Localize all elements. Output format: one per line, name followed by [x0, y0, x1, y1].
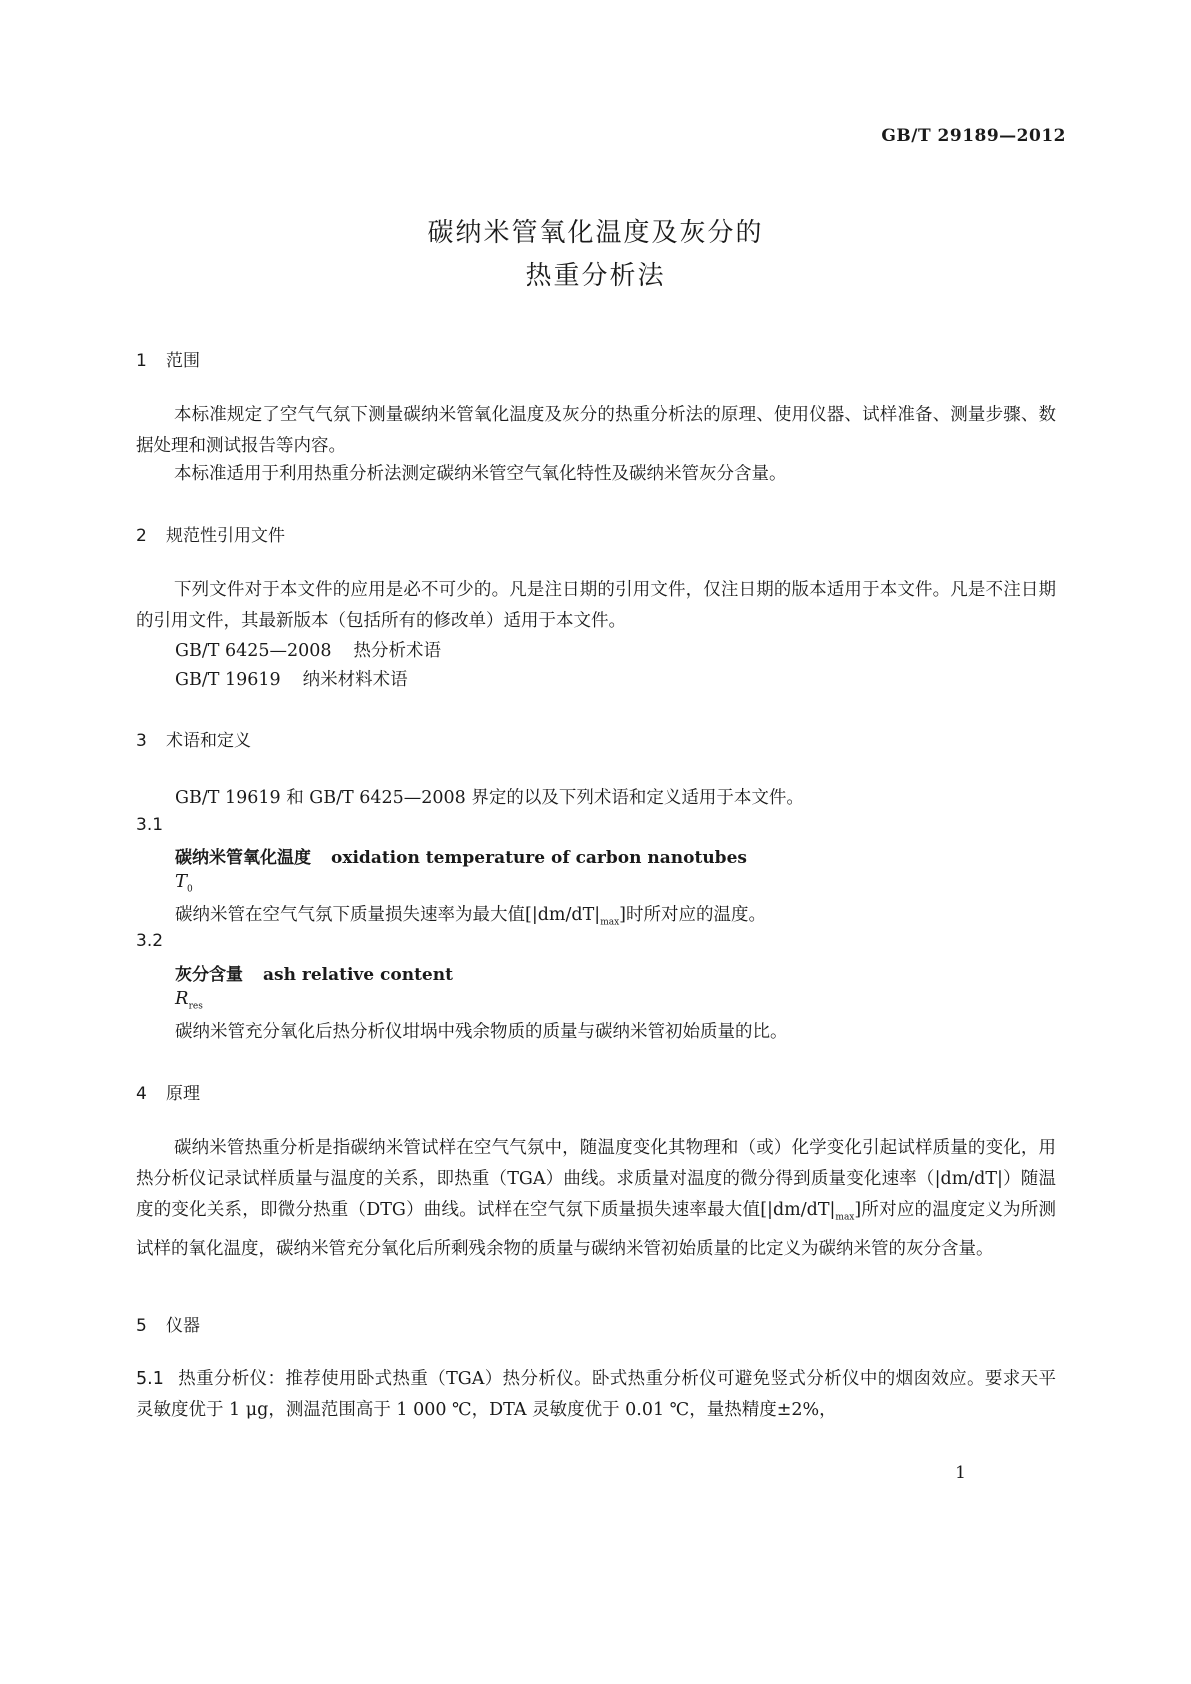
term-3-1-symbol: [175, 871, 193, 895]
section-4-paragraph: [136, 1133, 1056, 1265]
definition-text-end: ]时所对应的温度。: [619, 905, 766, 925]
reference-code: GB/T 6425—2008: [175, 641, 332, 661]
symbol-subscript: 0: [187, 884, 193, 895]
document-title-line1: 碳纳米管氧化温度及灰分的: [427, 218, 764, 248]
symbol-letter: T: [175, 871, 188, 892]
standard-number: GB/T 29189—2012: [881, 126, 1066, 146]
paragraph-text: 碳纳米管热重分析是指碳纳米管试样在空气气氛中，随温度变化其物理和（或）化学变化引起试样质量的变化，用热分析仪记录试样质量与温度的关系，即热重（TGA）曲线。求质量对温度的微分得到质量变化速率（|dm/dT|）随温度的变化关系，即微分热重（DTG）曲线。试样在空气氛下质量损失速率最大值[|dm/dT|: [136, 1138, 1056, 1220]
section-5-heading: [136, 1311, 200, 1336]
section-1-heading: [136, 346, 200, 371]
definition-subscript: max: [600, 917, 620, 928]
section-title: 范围: [166, 351, 200, 371]
term-english: oxidation temperature of carbon nanotubes: [331, 848, 747, 868]
section-number: 3: [136, 731, 147, 751]
symbol-letter: R: [175, 988, 189, 1009]
section-2-paragraph-1: 下列文件对于本文件的应用是必不可少的。凡是注日期的引用文件，仅注日期的版本适用于本文件。凡是不注日期的引用文件，其最新版本（包括所有的修改单）适用于本文件。: [136, 580, 1056, 631]
section-number: 4: [136, 1084, 147, 1104]
section-3-heading: [136, 726, 251, 751]
document-title-line2: 热重分析法: [525, 261, 666, 291]
reference-title: 热分析术语: [353, 641, 442, 661]
term-chinese: 灰分含量: [175, 965, 243, 985]
term-3-1-definition: [175, 901, 766, 928]
section-3-paragraph-1: GB/T 19619 和 GB/T 6425—2008 界定的以及下列术语和定义适用于本文件。: [175, 788, 804, 808]
term-chinese: 碳纳米管氧化温度: [175, 848, 311, 868]
symbol-subscript: res: [188, 1001, 203, 1012]
section-4-heading: [136, 1079, 200, 1104]
term-3-2-symbol: [175, 988, 203, 1012]
section-number: 2: [136, 526, 147, 546]
section-number: 5: [136, 1316, 147, 1336]
clause-number: 5.1: [136, 1369, 164, 1389]
page-number: 1: [955, 1463, 966, 1483]
section-title: 术语和定义: [166, 731, 251, 751]
clause-text: 热重分析仪：推荐使用卧式热重（TGA）热分析仪。卧式热重分析仪可避免竖式分析仪中的烟囱效应。要求天平灵敏度优于 1 μg，测温范围高于 1 000 ℃，DTA 灵敏度优于 0.01 ℃，量热精度±2%，: [136, 1369, 1056, 1420]
section-2-heading: [136, 521, 285, 546]
term-3-1-number: 3.1: [136, 815, 164, 835]
normative-reference-2: [175, 666, 408, 691]
section-title: 规范性引用文件: [166, 526, 285, 546]
term-3-2-number: 3.2: [136, 931, 164, 951]
reference-code: GB/T 19619: [175, 670, 281, 690]
paragraph-subscript: max: [835, 1212, 855, 1223]
term-english: ash relative content: [263, 965, 453, 985]
normative-reference-1: [175, 637, 441, 662]
clause-5-1: [136, 1364, 1056, 1426]
section-title: 原理: [166, 1084, 200, 1104]
section-number: 1: [136, 351, 147, 371]
term-3-2-title: [175, 960, 453, 985]
term-3-1-title: [175, 843, 747, 868]
section-1-paragraph-1: 本标准规定了空气气氛下测量碳纳米管氧化温度及灰分的热重分析法的原理、使用仪器、试样准备、测量步骤、数据处理和测试报告等内容。: [136, 405, 1056, 456]
section-title: 仪器: [166, 1316, 200, 1336]
term-3-2-definition: 碳纳米管充分氧化后热分析仪坩埚中残余物质的质量与碳纳米管初始质量的比。: [175, 1022, 788, 1042]
reference-title: 纳米材料术语: [302, 670, 408, 690]
paragraph-text-end: ]所对应的温度定义为所测试样的氧化温度，碳纳米管充分氧化后所剩残余物的质量与碳纳米管初始质量的比定义为碳纳米管的灰分含量。: [136, 1200, 1056, 1259]
section-1-paragraph-2: 本标准适用于利用热重分析法测定碳纳米管空气氧化特性及碳纳米管灰分含量。: [174, 464, 787, 484]
definition-text: 碳纳米管在空气气氛下质量损失速率为最大值[|dm/dT|: [175, 905, 601, 925]
